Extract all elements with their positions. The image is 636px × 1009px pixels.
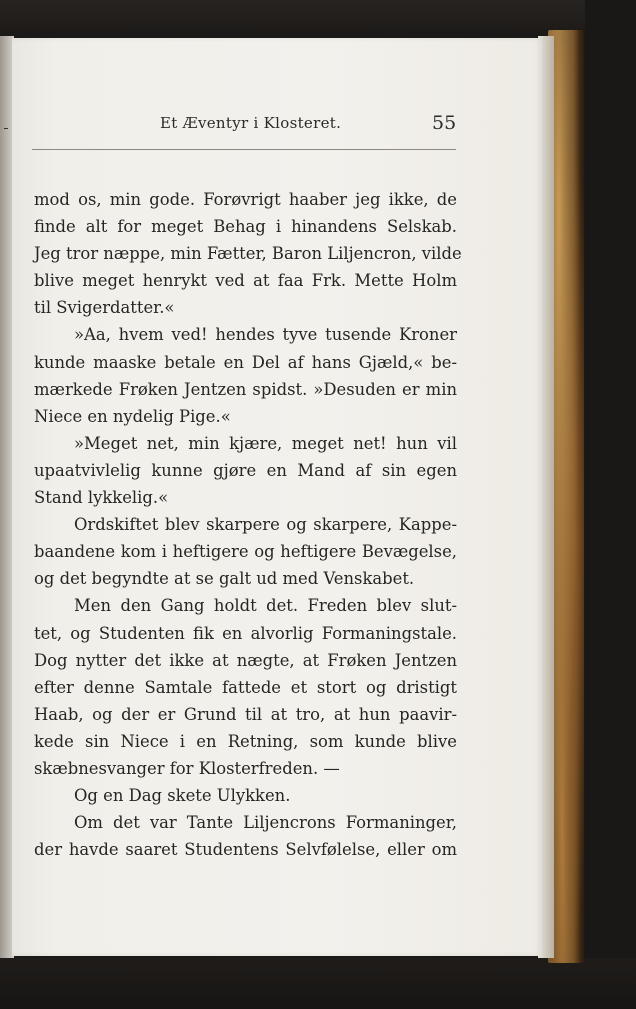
text-line: Stand lykkelig.« (34, 488, 169, 508)
header-rule (32, 149, 456, 150)
text-line: Men den Gang holdt det. Freden blev slut- (74, 596, 457, 616)
background-right (585, 0, 636, 1009)
text-line: Niece en nydelig Pige.« (34, 406, 231, 426)
text-line: Jeg tror næppe, min Fætter, Baron Liljencron, vilde (34, 244, 462, 264)
text-line: skæbnesvanger for Klosterfreden. — (34, 758, 340, 778)
text-line: kunde maaske betale en Del af hans Gjæld,« be- (34, 352, 457, 372)
background-bottom (0, 958, 636, 1009)
text-line: Haab, og der er Grund til at tro, at hun paavir- (34, 704, 457, 724)
text-line: mærkede Frøken Jentzen spidst. »Desuden er min (34, 379, 457, 399)
text-line: og det begyndte at se galt ud med Venskabet. (34, 569, 415, 589)
body-text (34, 186, 462, 863)
text-line: upaatvivlelig kunne gjøre en Mand af sin egen (34, 460, 457, 480)
margin-mark (4, 128, 8, 129)
text-line: til Svigerdatter.« (34, 298, 175, 318)
text-line: finde alt for meget Behag i hinandens Selskab. (34, 217, 457, 237)
text-line: Dog nytter det ikke at nægte, at Frøken Jentzen (34, 650, 457, 670)
text-line: mod os, min gode. Forøvrigt haaber jeg ikke, de (34, 190, 457, 209)
text-line: »Aa, hvem ved! hendes tyve tusende Kroner (74, 325, 457, 345)
text-line: kede sin Niece i en Retning, som kunde blive (34, 731, 457, 751)
text-line: baandene kom i heftigere og heftigere Bevægelse, (34, 542, 457, 562)
text-line: blive meget henrykt ved at faa Frk. Mette Holm (34, 271, 457, 291)
running-title: Et Æventyr i Klosteret. (160, 114, 342, 132)
text-line: Ordskiftet blev skarpere og skarpere, Kappe- (74, 515, 457, 535)
text-line: tet, og Studenten fik en alvorlig Formaningstale. (34, 623, 457, 643)
page-number: 55 (432, 112, 457, 134)
text-line: der havde saaret Studentens Selvfølelse, eller om (34, 840, 457, 860)
text-line: Om det var Tante Liljencrons Formaninger, (74, 813, 457, 833)
background-top (0, 0, 636, 30)
text-line: Og en Dag skete Ulykken. (74, 786, 291, 806)
text-line: efter denne Samtale fattede et stort og dristigt (34, 677, 457, 697)
text-line: »Meget net, min kjære, meget net! hun vil (74, 433, 457, 453)
